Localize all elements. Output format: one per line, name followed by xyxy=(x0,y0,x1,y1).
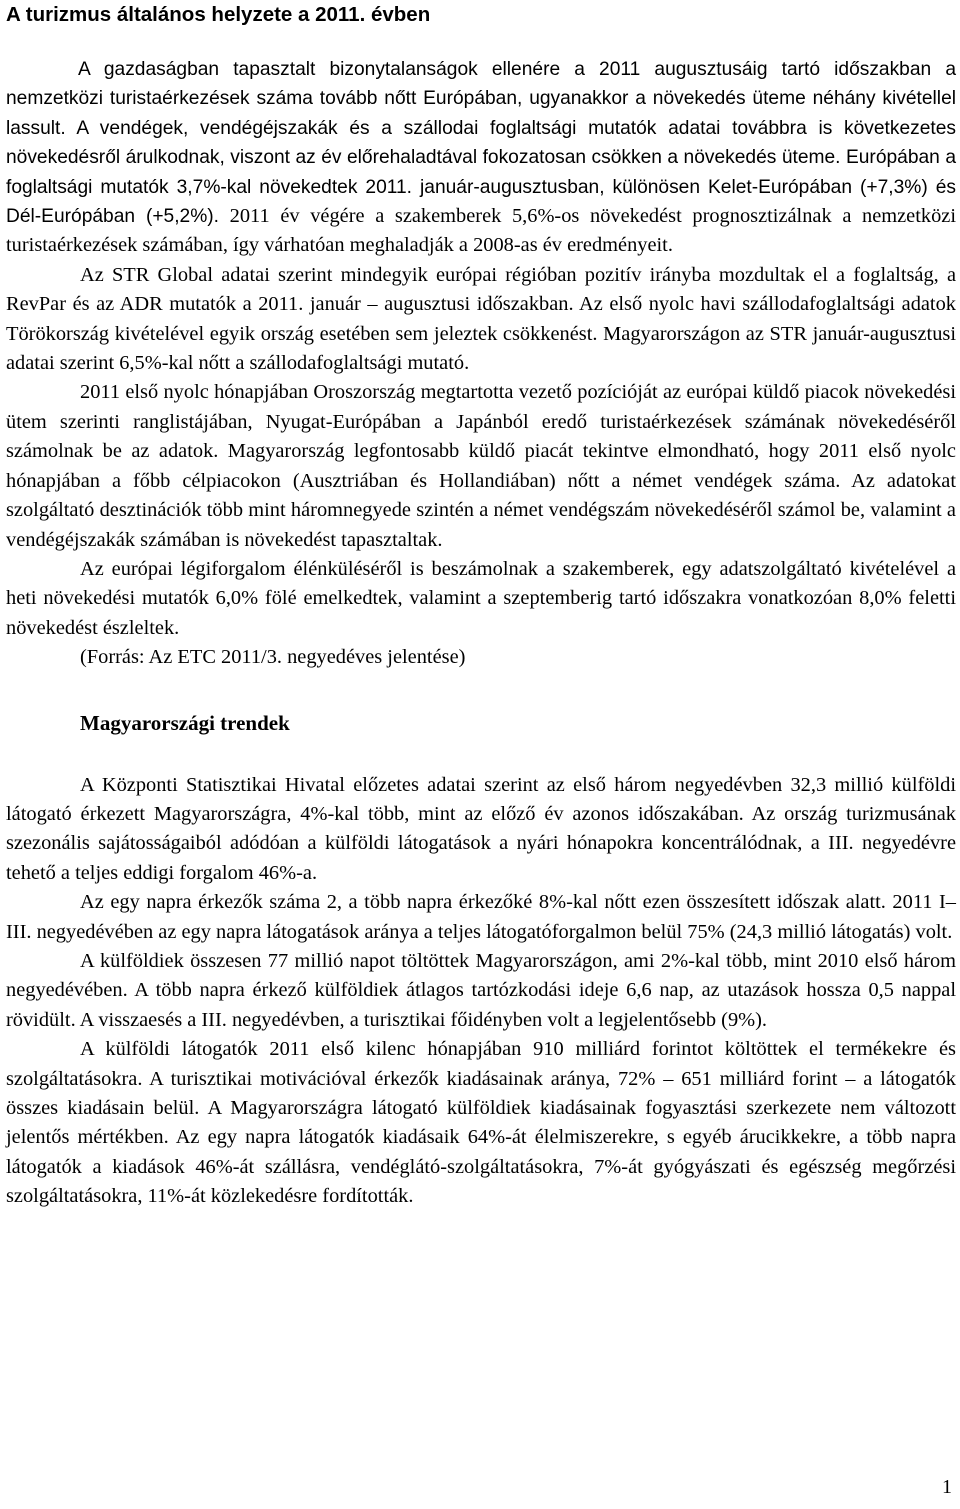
hungary-section xyxy=(6,771,956,1212)
section-heading: A turizmus általános helyzete a 2011. évben xyxy=(6,3,431,26)
subsection-heading: Magyarországi trendek xyxy=(80,710,290,735)
paragraph-spending: A külföldi látogatók 2011 első kilenc hónapjában 910 milliárd forintot költöttek el termékekre és szolgáltatásokra. A turisztikai motivációval érkezők kiadásainak aránya, 72% – 651 milliárd forint – a látogatók összes kiadásain belül. A Magyarországra látogató külföldiek kiadásainak fogyasztási szerkezete nem változott jelentős mértékben. Az egy napra látogatók kiadásaik 64%-át élelmiszerekre, s egyéb árucikkekre, a több napra látogatók a kiadások 46%-át szállásra, vendéglátó-szolgáltatásokra, 7%-át gyógyászati és egészség megőrzési szolgáltatásokra, 11%-át közlekedésre fordították. xyxy=(6,1038,956,1208)
intro-text: A gazdaságban tapasztalt bizonytalanságok ellenére a 2011 augusztusáig tartó időszakban a nemzetközi turistaérkezések száma tovább nőtt Európában, ugyanakkor a növekedés üteme néhány kivétellel lassult. A vendégek, vendégéjszakák és a szállodai foglaltsági mutatók adatai továbbra is következetes növekedésről árulkodnak, viszont az év előrehaladtával fokozatosan csökken a növekedés üteme. Európában a foglaltsági mutatók 3,7%-kal növekedtek 2011. január-augusztusban, különösen Kelet-Európában (+7,3%) és Dél-Európában (+5,2%). xyxy=(6,59,956,228)
page-number: 1 xyxy=(942,1476,952,1498)
document-page xyxy=(6,0,956,1212)
paragraph-str-global: Az STR Global adatai szerint mindegyik európai régióban pozitív irányba mozdultak el a foglaltság, a RevPar és az ADR mutatók a 2011. január – augusztusi időszakban. Az első nyolc havi szállodafoglaltsági adatok Törökország kivételével egyik ország esetében sem jeleztek csökkenést. Magyarországon az STR január-augusztusi adatai szerint 6,5%-kal nőtt a szállodafoglaltsági mutató. xyxy=(6,263,956,375)
paragraph-nights: A külföldiek összesen 77 millió napot töltöttek Magyarországon, ami 2%-kal több, mint 2010 első három negyedévében. A több napra érkező külföldiek átlagos tartózkodási ideje 6,6 nap, az utazások hossza 0,5 nappal rövidült. A visszaesés a III. negyedévben, a turisztikai főidényben volt a legjelentősebb (9%). xyxy=(6,949,956,1031)
paragraph-air-traffic: Az európai légiforgalom élénküléséről is beszámolnak a szakemberek, egy adatszolgáltató kivételével a heti növekedési mutatók 6,0% fölé emelkedtek, valamint a szeptemberig tartó időszakra vonatkozóan 8,0% feletti növekedést észleltek. xyxy=(6,557,956,639)
paragraph-russia: 2011 első nyolc hónapjában Oroszország megtartotta vezető pozícióját az európai küldő piacok növekedési ütem szerinti ranglistájában, Nyugat-Európában a Japánból eredő turistaérkezések számának növekedéséről számolnak be az adatok. Magyarország legfontosabb küldő piacát tekintve elmondható, hogy 2011 első nyolc hónapjában a főbb célpiacokon (Ausztriában és Hollandiában) nőtt a német vendégek száma. Az adatokat szolgáltató desztinációk több mint háromnegyede szintén a német vendégszám növekedéséről számol be, valamint a vendégéjszakák számában is növekedést tapasztaltak. xyxy=(6,381,956,551)
paragraph-ksh: A Központi Statisztikai Hivatal előzetes adatai szerint az első három negyedévben 32,3 millió külföldi látogató érkezett Magyarországra, 4%-kal több, mint az előző év azonos időszakában. Az ország turizmusának szezonális sajátosságaiból adódóan a külföldi látogatások a nyári hónapokra koncentrálódnak, a III. negyedévre tehető a teljes eddigi forgalom 46%-a. xyxy=(6,773,956,884)
paragraph-day-visitors: Az egy napra érkezők száma 2, a több napra érkezőké 8%-kal nőtt ezen összesített időszak alatt. 2011 I–III. negyedévében az egy napra látogatások aránya a teljes látogatóforgalmon belül 75% (24,3 millió látogatás) volt. xyxy=(6,891,956,943)
intro-forecast-text: 2011 év végére a szakemberek 5,6%-os növekedést prognosztizálnak a nemzetközi turistaérkezések számában, így várhatóan meghaladják a 2008-as év eredményeit. xyxy=(6,205,956,257)
paragraph-intro xyxy=(6,55,956,261)
source-note: (Forrás: Az ETC 2011/3. negyedéves jelentése) xyxy=(80,646,466,669)
